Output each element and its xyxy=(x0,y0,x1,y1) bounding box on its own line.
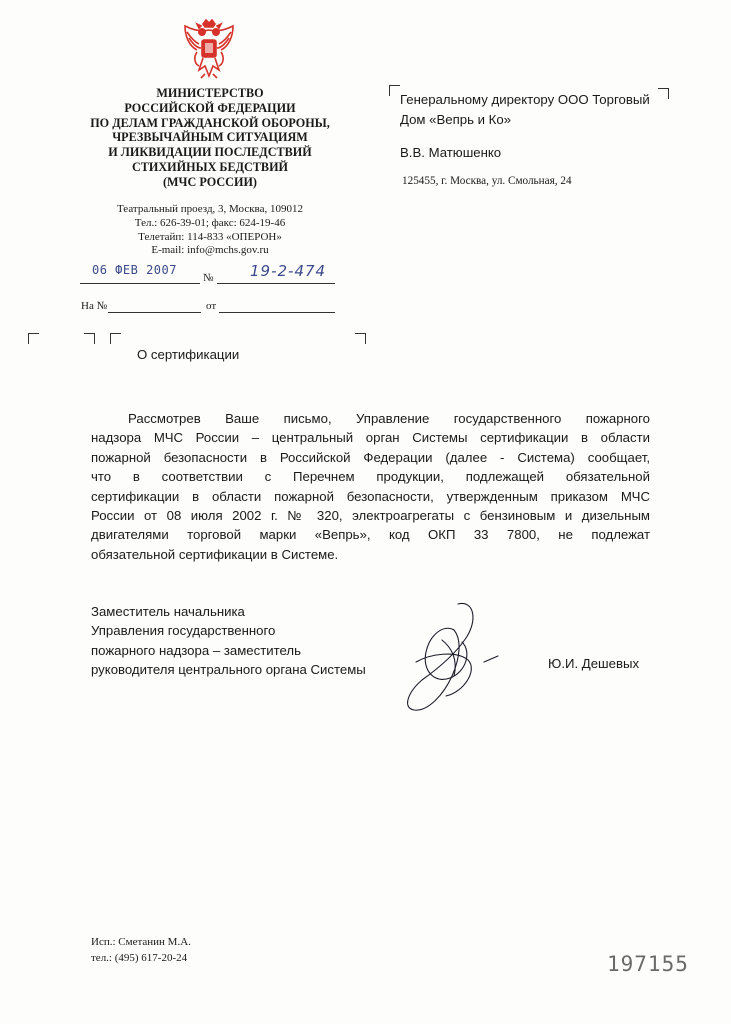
reference-number-line xyxy=(108,312,201,313)
ministry-line: И ЛИКВИДАЦИИ ПОСЛЕДСТВИЙ xyxy=(108,145,312,160)
reference-label: На № xyxy=(81,300,108,312)
body-line: обязательной сертификации в Системе. xyxy=(91,546,339,562)
position-line: Заместитель начальника xyxy=(91,604,245,619)
letter-body xyxy=(91,409,650,564)
ministry-contacts xyxy=(60,203,360,258)
corner-bracket xyxy=(28,333,39,344)
body-line: надзора МЧС России – центральный орган Системы сертификации в области xyxy=(91,430,650,446)
ministry-line: ЧРЕЗВЫЧАЙНЫМ СИТУАЦИЯМ xyxy=(112,130,308,145)
addressee-address: 125455, г. Москва, ул. Смольная, 24 xyxy=(402,175,572,187)
ministry-title xyxy=(60,86,360,190)
ministry-telegraph: Телетайп: 114-833 «ОПЕРОН» xyxy=(138,230,282,243)
signatory-position xyxy=(91,602,366,680)
body-line: что в соответствии с Перечнем продукции, подлежащей обязательной xyxy=(91,469,650,485)
signer-name: Ю.И. Дешевых xyxy=(548,656,640,671)
body-line: двигателями торговой марки «Вепрь», код ОКП 33 7800, не подлежат xyxy=(91,527,650,543)
body-line: Рассмотрев Ваше письмо, Управление государственного пожарного xyxy=(128,411,650,426)
addressee-line: Генеральному директору ООО Торговый Дом «Вепрь и Ко» xyxy=(400,92,650,127)
ministry-line: ПО ДЕЛАМ ГРАЖДАНСКОЙ ОБОРОНЫ, xyxy=(90,115,330,130)
number-label: № xyxy=(203,272,214,284)
handwritten-signature xyxy=(396,600,506,720)
ministry-line: МИНИСТЕРСТВО xyxy=(156,86,264,100)
position-line: пожарного надзора – заместитель xyxy=(91,642,301,658)
ministry-line: РОССИЙСКОЙ ФЕДЕРАЦИИ xyxy=(124,100,296,115)
body-line: сертификации в области пожарной безопасности, утвержденным приказом МЧС xyxy=(91,488,650,504)
addressee-name: В.В. Матюшенко xyxy=(400,145,502,160)
reference-from-label: от xyxy=(206,300,217,312)
corner-bracket xyxy=(389,85,400,96)
corner-bracket xyxy=(355,333,366,344)
corner-bracket xyxy=(84,333,95,344)
outgoing-date: 06 ФЕВ 2007 xyxy=(92,263,177,277)
executor-phone: тел.: (495) 617-20-24 xyxy=(91,952,188,964)
outgoing-number: 19-2-474 xyxy=(250,262,327,280)
ministry-email: E-mail: info@mchs.gov.ru xyxy=(151,244,269,257)
ministry-phone: Тел.: 626-39-01; факс: 624-19-46 xyxy=(134,216,286,229)
ministry-line: (МЧС РОССИИ) xyxy=(163,174,257,189)
reference-date-line xyxy=(219,312,335,313)
date-underline xyxy=(80,283,200,284)
number-underline xyxy=(217,283,335,284)
letter-subject: О сертификации xyxy=(137,347,240,362)
body-line: России от 08 июля 2002 г. № 320, электроагрегаты с бензиновым и дизельным xyxy=(91,508,650,524)
executor-name: Исп.: Сметанин М.А. xyxy=(91,936,191,948)
position-line: Управления государственного xyxy=(91,623,276,639)
position-line: руководителя центрального органа Системы xyxy=(91,662,366,678)
registration-number: 197155 xyxy=(607,952,689,976)
coat-of-arms-icon xyxy=(179,18,239,80)
executor-info xyxy=(91,934,191,966)
corner-bracket xyxy=(110,333,121,344)
ministry-address: Театральный проезд, 3, Москва, 109012 xyxy=(117,203,303,215)
ministry-line: СТИХИЙНЫХ БЕДСТВИЙ xyxy=(131,159,289,174)
body-line: пожарной безопасности в Российской Федерации (далее - Система) сообщает, xyxy=(91,449,650,465)
